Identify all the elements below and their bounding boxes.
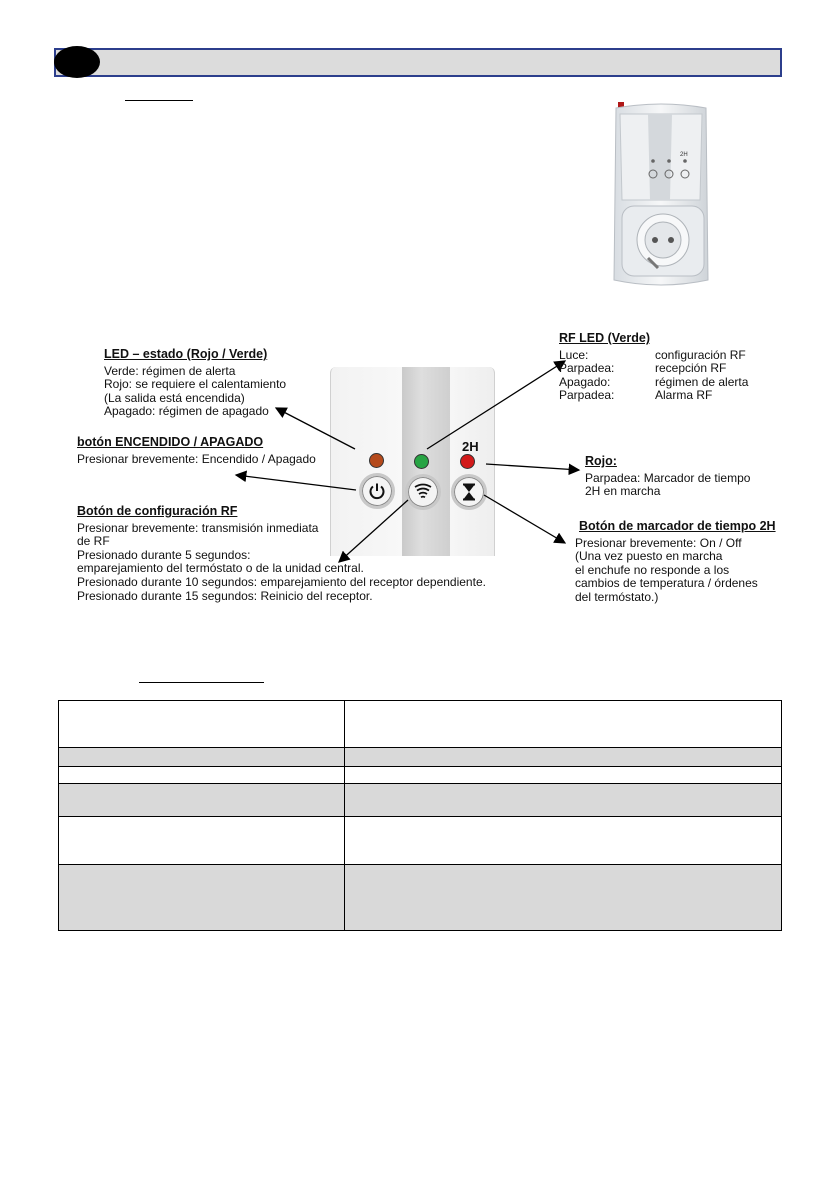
- table-row: [59, 817, 782, 865]
- table-cell: [59, 767, 345, 784]
- rf-button-line: Presionado durante 5 segundos:: [77, 547, 251, 562]
- rf-button-line: emparejamiento del termóstato o de la unidad central.: [77, 561, 364, 576]
- timer-button-line: el enchufe no responde a los: [575, 562, 730, 577]
- rf-led-state: Parpadea:: [559, 388, 615, 403]
- timer-button-line: del termóstato.): [575, 589, 659, 604]
- led-status-line: (La salida está encendida): [104, 390, 245, 405]
- timer-button-line: cambios de temperatura / órdenes: [575, 576, 758, 591]
- table-cell: [59, 865, 345, 931]
- power-button-title: botón ENCENDIDO / APAGADO: [77, 435, 264, 449]
- table-row: [59, 865, 782, 931]
- rf-led-title: RF LED (Verde): [559, 331, 650, 345]
- table-cell: [59, 817, 345, 865]
- power-button-line: Presionar brevemente: Encendido / Apagado: [77, 451, 316, 466]
- rf-led-meaning: Alarma RF: [655, 388, 713, 403]
- rf-button-line: Presionar brevemente: transmisión inmediata: [77, 520, 319, 535]
- led-status-title: LED – estado (Rojo / Verde): [104, 347, 268, 361]
- led-status-line: Apagado: régimen de apagado: [104, 404, 269, 419]
- table-cell: [345, 701, 782, 748]
- table-cell: [345, 767, 782, 784]
- section2-heading-underline: [139, 682, 264, 683]
- red-led-line: Parpadea: Marcador de tiempo: [585, 470, 751, 485]
- red-led-callout: [585, 455, 750, 499]
- rf-led-meaning: régimen de alerta: [655, 374, 749, 389]
- led-status-line: Verde: régimen de alerta: [104, 363, 236, 378]
- timer-button-line: Presionar brevemente: On / Off: [575, 535, 742, 550]
- product-photo-2h-label: 2H: [680, 152, 688, 158]
- timer-2h-label: 2H: [462, 439, 479, 454]
- timer-button-title: Botón de marcador de tiempo 2H: [579, 519, 776, 533]
- rf-led-state: Luce:: [559, 347, 589, 362]
- rf-led-callout: [559, 332, 748, 403]
- table-cell: [345, 784, 782, 817]
- rf-button-title: Botón de configuración RF: [77, 504, 238, 518]
- rf-led-state: Parpadea:: [559, 361, 615, 376]
- table-row: [59, 767, 782, 784]
- timer-button-line: (Una vez puesto en marcha: [575, 549, 723, 564]
- table-row: [59, 701, 782, 748]
- power-button-callout: [77, 436, 316, 466]
- rf-led-meaning: recepción RF: [655, 361, 727, 376]
- led-status-callout: [104, 348, 286, 419]
- table-cell: [345, 865, 782, 931]
- table-cell: [345, 817, 782, 865]
- table-cell: [345, 748, 782, 767]
- red-led-line: 2H en marcha: [585, 484, 661, 499]
- rf-button-line: de RF: [77, 534, 110, 549]
- table-cell: [59, 701, 345, 748]
- spec-table: [58, 700, 782, 931]
- table-row: [59, 784, 782, 817]
- rf-button-line: Presionado durante 15 segundos: Reinicio del receptor.: [77, 588, 373, 603]
- rf-button-line: Presionado durante 10 segundos: emparejamiento del receptor dependiente.: [77, 574, 486, 589]
- rf-led-state: Apagado:: [559, 374, 611, 389]
- table-row: [59, 748, 782, 767]
- led-status-line: Rojo: se requiere el calentamiento: [104, 377, 287, 392]
- table-cell: [59, 784, 345, 817]
- table-cell: [59, 748, 345, 767]
- rf-button-callout: [77, 505, 486, 603]
- red-led-title: Rojo:: [585, 454, 617, 468]
- rf-led-meaning: configuración RF: [655, 347, 746, 362]
- timer-button-callout: [575, 520, 776, 605]
